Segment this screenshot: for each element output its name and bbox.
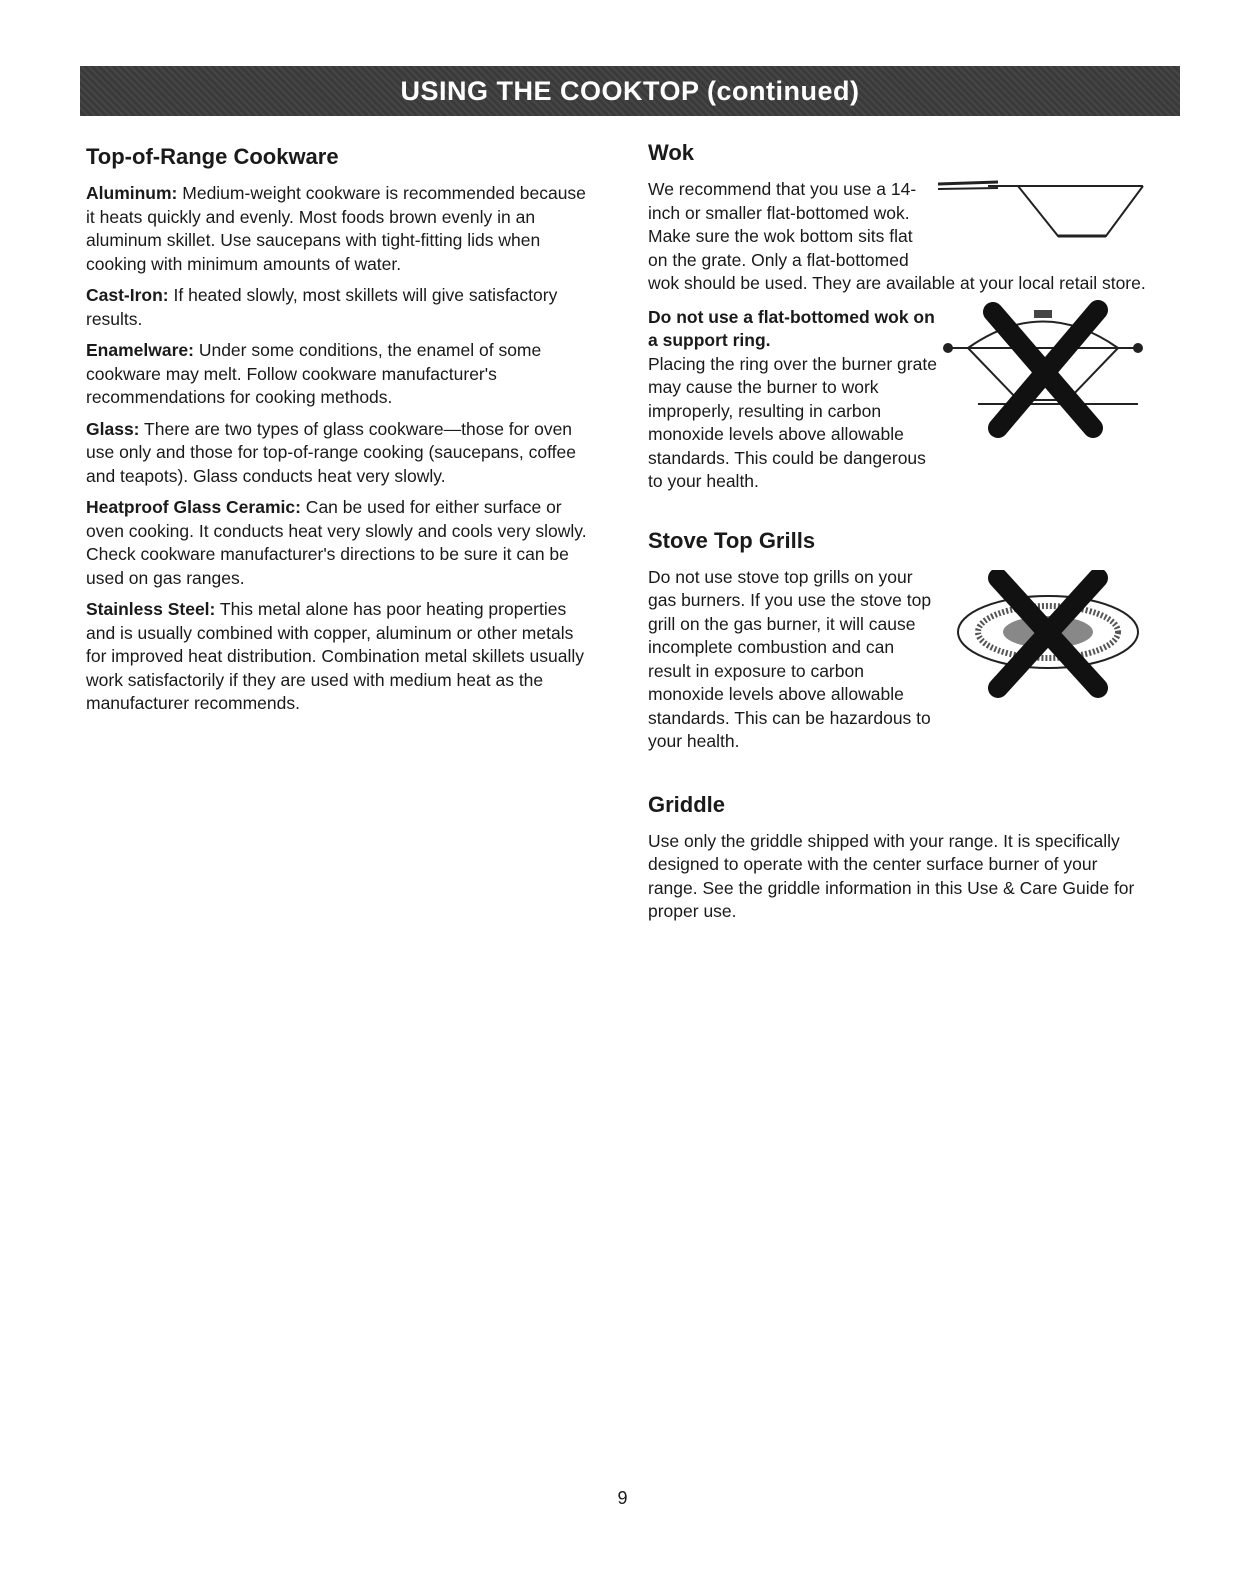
cast-iron-paragraph: [86, 284, 596, 331]
cookware-section: [86, 144, 596, 724]
enamelware-term: Enamelware:: [86, 340, 194, 360]
wok-section: [648, 140, 1158, 296]
grills-heading: Stove Top Grills: [648, 527, 816, 553]
ring-warning-bold: Do not use a flat-bottomed wok on a support ring.: [648, 306, 935, 350]
aluminum-term: Aluminum:: [86, 183, 178, 203]
page-number: 9: [617, 1488, 628, 1508]
stainless-steel-paragraph: [86, 598, 596, 716]
glass-ceramic-text: Can be used for either surface or oven cooking. It conducts heat very slowly and cools very slowly. Check cookware manufacturer's directions to be sure it can be used on gas ranges.: [86, 497, 587, 588]
enamelware-paragraph: [86, 339, 596, 410]
section-banner: [80, 66, 1180, 116]
griddle-section: [648, 792, 1158, 924]
aluminum-text: Medium-weight cookware is recommended because it heats quickly and evenly. Most foods brown evenly in an aluminum skillet. Use saucepans with tight-fitting lids when cooking with minimum amounts of water.: [86, 183, 586, 274]
ring-warning-text: Placing the ring over the burner grate may cause the burner to work improperly, resulting in carbon monoxide levels above allowable standards. This could be dangerous to your health.: [648, 353, 937, 491]
stove-top-grills-section: [648, 528, 1158, 754]
grill-crossed-icon: [948, 570, 1143, 698]
grills-text: Do not use stove top grills on your gas burners. If you use the stove top grill on the gas burner, it will cause incomplete combustion and can result in exposure to carbon monoxide levels above allowable standards. This can be hazardous to your health.: [648, 566, 932, 751]
wok-heading: Wok: [648, 140, 695, 165]
glass-term: Glass:: [86, 418, 140, 439]
glass-ceramic-paragraph: [86, 496, 596, 590]
banner-title: USING THE COOKTOP (continued): [400, 75, 860, 106]
wok-icon: [928, 176, 1148, 242]
enamelware-text: Under some conditions, the enamel of some cookware may melt. Follow cookware manufacturer's recommendations for cooking methods.: [86, 340, 542, 407]
cookware-heading: Top-of-Range Cookware: [86, 144, 339, 169]
griddle-text: Use only the griddle shipped with your range. It is specifically designed to operate with the center surface burner of your range. See the griddle information in this Use & Care Guide for proper use.: [648, 830, 1135, 921]
stainless-steel-term: Stainless Steel:: [86, 599, 216, 619]
cast-iron-term: Cast-Iron:: [86, 285, 169, 305]
griddle-heading: Griddle: [648, 791, 726, 817]
support-ring-warning: [648, 306, 1158, 494]
wok-ring-crossed-icon: [938, 300, 1148, 440]
stainless-steel-text: This metal alone has poor heating properties and is usually combined with copper, aluminum or other metals for improved heat distribution. Combination metal skillets usually work satisfactorily if they are used with medium heat as the manufacturer recommends.: [86, 599, 585, 713]
glass-ceramic-term: Heatproof Glass Ceramic:: [86, 497, 301, 517]
glass-text: There are two types of glass cookware—those for oven use only and those for top-of-range cooking (saucepans, coffee and teapots). Glass conducts heat very slowly.: [86, 418, 576, 486]
aluminum-paragraph: [86, 182, 596, 276]
right-column: [648, 140, 1158, 932]
cast-iron-text: If heated slowly, most skillets will give satisfactory results.: [86, 285, 558, 329]
glass-paragraph: [86, 418, 596, 489]
wok-intro-text: We recommend that you use a 14-inch or smaller flat-bottomed wok. Make sure the wok bottom sits flat on the grate. Only a flat-bottomed wok should be used. They are available at your local retail store.: [648, 179, 1146, 293]
ring-warning-paragraph: [648, 306, 938, 494]
